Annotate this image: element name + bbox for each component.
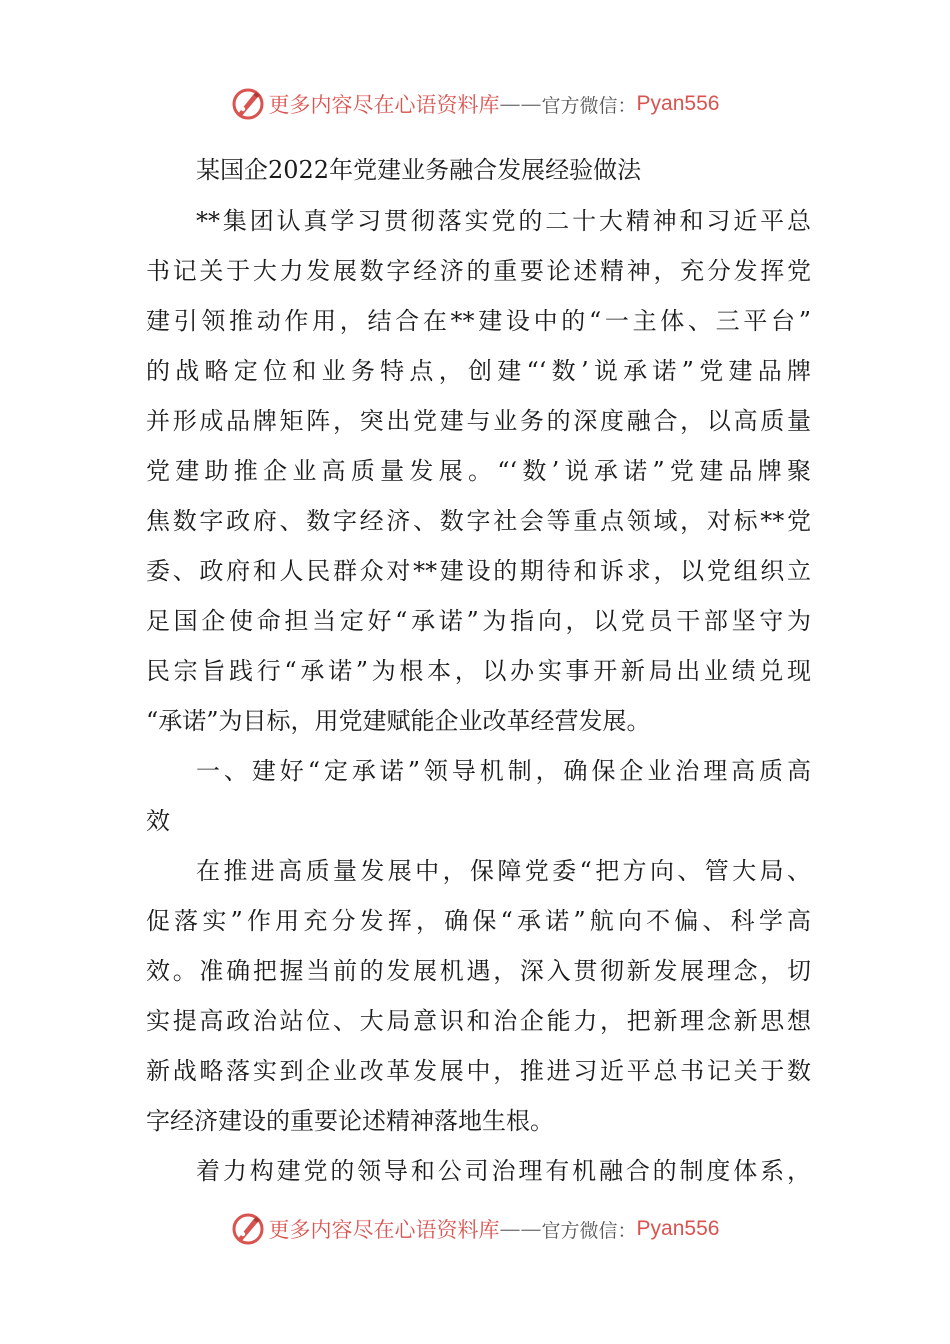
document-body	[146, 196, 811, 1196]
banner-slogan: 更多内容尽在心语资料库	[268, 1218, 500, 1242]
body-line: 焦数字政府、数字经济、数字社会等重点领域，对标**党	[146, 507, 811, 535]
banner-dash: ——	[499, 1217, 542, 1241]
section-heading-line: 一、建好“定承诺”领导机制，确保企业治理高质高	[196, 757, 811, 785]
pen-logo-icon	[231, 1212, 265, 1246]
body-line: “承诺”为目标，用党建赋能企业改革经营发展。	[146, 707, 651, 735]
body-line: 字经济建设的重要论述精神落地生根。	[146, 1107, 554, 1135]
banner-official-label: 官方微信：	[541, 94, 637, 117]
banner-dash: ——	[499, 92, 542, 116]
banner-wechat-id: Pyan556	[636, 1217, 720, 1240]
header-banner	[0, 82, 950, 126]
body-line: 新战略落实到企业改革发展中，推进习近平总书记关于数	[146, 1057, 811, 1085]
footer-banner	[0, 1207, 950, 1251]
document-title: 某国企2022年党建业务融合发展经验做法	[196, 156, 642, 184]
body-line: 足国企使命担当定好“承诺”为指向，以党员干部坚守为	[146, 607, 811, 635]
section-heading-line: 效	[146, 807, 170, 835]
body-line: 党建助推企业高质量发展。“‘数’说承诺”党建品牌聚	[146, 457, 811, 485]
body-line: 并形成品牌矩阵，突出党建与业务的深度融合，以高质量	[146, 407, 811, 435]
body-line: **集团认真学习贯彻落实党的二十大精神和习近平总	[196, 207, 811, 235]
body-line: 在推进高质量发展中，保障党委“把方向、管大局、	[196, 857, 811, 885]
body-line: 效。准确把握当前的发展机遇，深入贯彻新发展理念，切	[146, 957, 811, 985]
body-line: 着力构建党的领导和公司治理有机融合的制度体系，	[196, 1157, 811, 1185]
banner-wechat-id: Pyan556	[636, 92, 720, 115]
banner-official-label: 官方微信：	[541, 1219, 637, 1242]
body-line: 建引领推动作用，结合在**建设中的“一主体、三平台”	[146, 307, 811, 335]
body-line: 书记关于大力发展数字经济的重要论述精神，充分发挥党	[146, 257, 811, 285]
body-line: 民宗旨践行“承诺”为根本，以办实事开新局出业绩兑现	[146, 657, 811, 685]
pen-logo-icon	[231, 87, 265, 121]
body-line: 委、政府和人民群众对**建设的期待和诉求，以党组织立	[146, 557, 811, 585]
body-line: 促落实”作用充分发挥，确保“承诺”航向不偏、科学高	[146, 907, 811, 935]
body-line: 的战略定位和业务特点，创建“‘数’说承诺”党建品牌	[146, 357, 811, 385]
banner-slogan: 更多内容尽在心语资料库	[268, 93, 500, 117]
body-line: 实提高政治站位、大局意识和治企能力，把新理念新思想	[146, 1007, 811, 1035]
